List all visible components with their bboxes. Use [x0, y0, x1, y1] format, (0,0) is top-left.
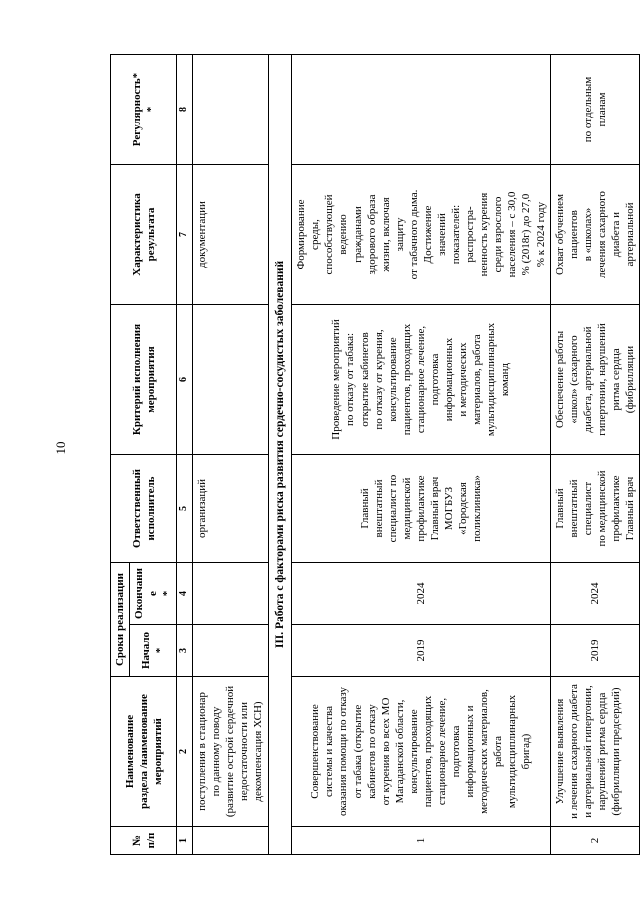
table-row-continued [193, 55, 268, 855]
table-row [550, 55, 639, 855]
row-end: 2024 [550, 563, 639, 625]
header-start: Начало * [130, 625, 177, 677]
column-number: 1 [177, 827, 193, 855]
row-num: 1 [292, 827, 550, 855]
column-number: 3 [177, 625, 193, 677]
column-number: 4 [177, 563, 193, 625]
column-number: 2 [177, 677, 193, 827]
column-number: 6 [177, 305, 193, 455]
activities-table [110, 54, 640, 855]
page-number: 10 [53, 441, 68, 455]
row-name: Совершенствование системы и качества оказания помощи по отказу от табака (открытие кабинетов по отказу от курения во всех МО Магаданской области, консультирование пациентов, проходящих стационарное лечение, подготовка информационных и методических материалов, работа мультидисциплинарных бригад) [292, 677, 550, 827]
row-criterion: Проведение мероприятий по отказу от табака: открытие кабинетов по отказу от курения, консультирование пациентов, проходящих стационарное лечение, подготовка информационных и методических материалов, работа мультидисциплинарных команд [292, 305, 550, 455]
header-regularity: Регулярность* * [111, 55, 177, 165]
row-result: Охват обучением пациентов в «школах» лечения сахарного диабета и артериальной [550, 165, 639, 305]
column-number: 7 [177, 165, 193, 305]
column-number-row [177, 55, 193, 855]
row-result: Формирование среды, способствующей ведению гражданами здорового образа жизни, включая защиту от табачного дыма. Достижение значений показателей: распростра- ненность курения среди взрослого населения – с 30,0 % (2018г) до 27,0 % к 2024 году [292, 165, 550, 305]
continued-name: поступления в стационар по данному поводу (развитие острой сердечной недостаточности или декомпенсация ХСН) [193, 677, 268, 827]
row-responsible: Главный внештатный специалист по медицинской профилактике Главный врач МОГБУЗ «Городская поликлиника» [292, 455, 550, 563]
row-name: Улучшение выявления и лечения сахарного диабета и артериальной гипертонии, нарушений ритма сердца (фибрилляции предсердий) [550, 677, 639, 827]
header-terms: Сроки реализации [111, 563, 130, 677]
row-num: 2 [550, 827, 639, 855]
column-number: 8 [177, 55, 193, 165]
row-regularity: по отдельным планам [550, 55, 639, 165]
header-end: Окончание * [130, 563, 177, 625]
column-number: 5 [177, 455, 193, 563]
table-row [292, 55, 550, 855]
header-responsible: Ответственный исполнитель [111, 455, 177, 563]
row-start: 2019 [292, 625, 550, 677]
continued-responsible: организаций [193, 455, 268, 563]
row-regularity [292, 55, 550, 165]
section-title: III. Работа с факторами риска развития сердечно-сосудистых заболеваний [268, 55, 292, 855]
row-end: 2024 [292, 563, 550, 625]
header-name: Наименование раздела /наименование мероприятий [111, 677, 177, 827]
rotated-table-container [110, 55, 637, 855]
continued-result: документации [193, 165, 268, 305]
header-result: Характеристика результата [111, 165, 177, 305]
section-row [268, 55, 292, 855]
header-num: № п/п [111, 827, 177, 855]
row-responsible: Главный внештатный специалист по медицинской профилактике Главный врач [550, 455, 639, 563]
row-start: 2019 [550, 625, 639, 677]
row-criterion: Обеспечение работы «школ» (сахарного диабета, артериальной гипертонии, нарушений ритма сердца (фибрилляции [550, 305, 639, 455]
header-criterion: Критерий исполнения мероприятия [111, 305, 177, 455]
